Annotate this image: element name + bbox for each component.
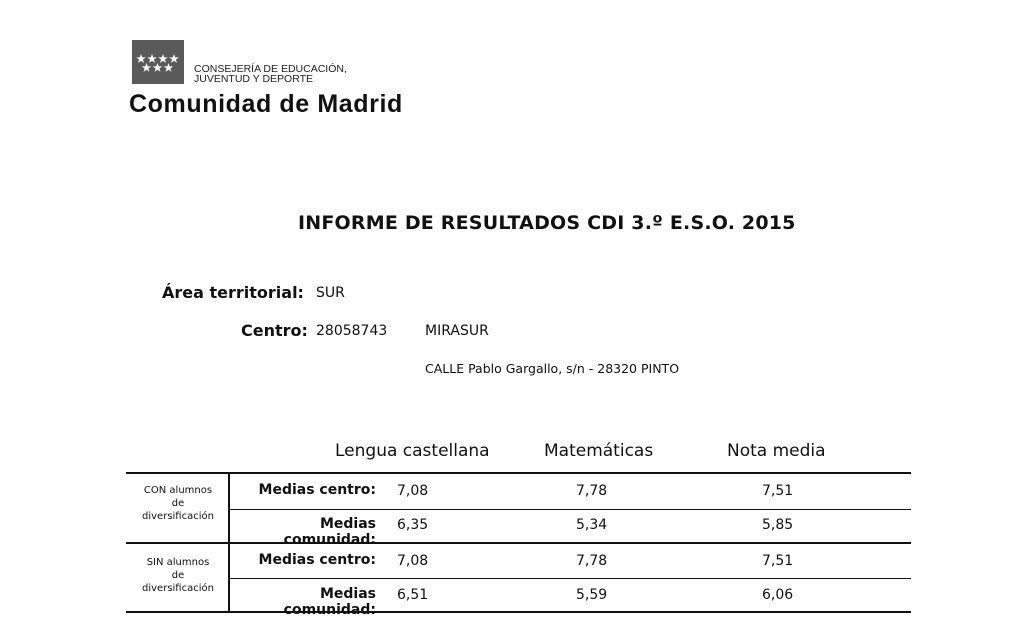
group-label-con-line2: de [171, 498, 185, 509]
cell-matematicas: 7,78 [576, 553, 608, 569]
centro-label: Centro: [241, 321, 308, 340]
cell-lengua: 7,08 [397, 553, 429, 569]
cell-lengua: 6,51 [397, 587, 429, 603]
group-label-sin [130, 556, 226, 595]
area-value: SUR [316, 285, 345, 301]
department-line-2: JUVENTUD Y DEPORTE [194, 73, 314, 85]
column-header-lengua: Lengua castellana [335, 441, 490, 461]
group-label-sin-line3: diversificación [142, 583, 214, 594]
table-vertical-rule [228, 472, 230, 613]
cell-nota-media: 7,51 [762, 553, 794, 569]
group-label-sin-line1: SIN alumnos [146, 557, 210, 568]
row-label: Medias comunidad: [283, 516, 376, 548]
report-title: INFORME DE RESULTADOS CDI 3.º E.S.O. 2015 [298, 212, 796, 234]
centro-name: MIRASUR [425, 323, 489, 339]
cell-nota-media: 6,06 [762, 587, 794, 603]
madrid-flag-icon [132, 40, 184, 84]
group1-row-divider [229, 509, 911, 510]
group-label-con [130, 484, 226, 523]
column-header-nota-media: Nota media [727, 441, 826, 461]
department-line-1: CONSEJERÍA DE EDUCACIÓN, [194, 63, 347, 75]
cell-lengua: 7,08 [397, 483, 429, 499]
group-label-con-line3: diversificación [142, 511, 214, 522]
row-label: Medias comunidad: [283, 586, 376, 618]
cell-matematicas: 5,59 [576, 587, 608, 603]
cell-matematicas: 7,78 [576, 483, 608, 499]
cell-lengua: 6,35 [397, 517, 429, 533]
group2-row-divider [229, 578, 911, 579]
table-top-rule [126, 472, 911, 474]
centro-address: CALLE Pablo Gargallo, s/n - 28320 PINTO [425, 361, 680, 376]
department-name [194, 64, 347, 84]
cell-nota-media: 5,85 [762, 517, 794, 533]
group-label-con-line1: CON alumnos [143, 485, 213, 496]
group-label-sin-line2: de [171, 570, 185, 581]
row-label: Medias centro: [258, 552, 376, 568]
area-label: Área territorial: [162, 283, 304, 302]
cell-matematicas: 5,34 [576, 517, 608, 533]
organization-name: Comunidad de Madrid [129, 90, 403, 118]
column-header-matematicas: Matemáticas [544, 441, 654, 461]
row-label: Medias centro: [258, 482, 376, 498]
centro-code: 28058743 [316, 323, 388, 339]
cell-nota-media: 7,51 [762, 483, 794, 499]
